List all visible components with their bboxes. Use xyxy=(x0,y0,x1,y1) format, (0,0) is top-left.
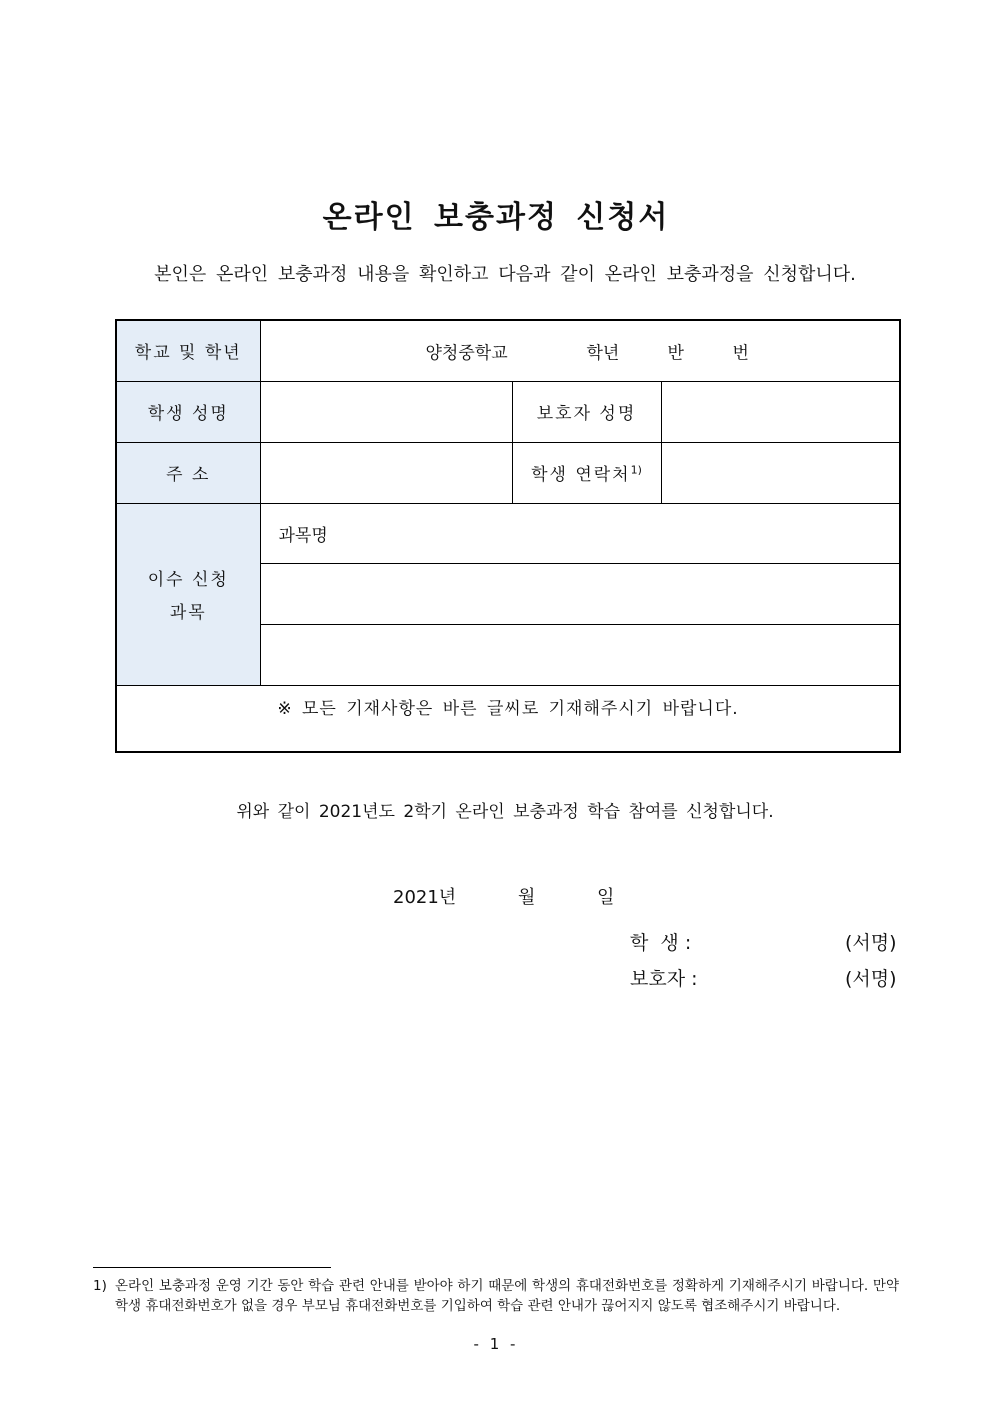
subjects-label-line2: 과목 xyxy=(169,603,207,623)
subject-row-1 xyxy=(116,503,900,563)
class-label: 반 xyxy=(667,343,684,364)
number-label: 번 xyxy=(732,343,749,364)
student-signature-line xyxy=(0,928,992,956)
guardian-name-label: 보호자 성명 xyxy=(512,381,661,442)
note-row xyxy=(116,685,900,752)
grade-label: 학년 xyxy=(586,343,620,364)
guardian-signature-mark[interactable]: (서명) xyxy=(845,968,897,990)
student-contact-label: 학생 연락처 xyxy=(531,465,631,485)
subjects-label xyxy=(116,503,260,685)
intro-text: 본인은 온라인 보충과정 내용을 확인하고 다음과 같이 온라인 보충과정을 신청합니다. xyxy=(154,264,856,285)
address-row xyxy=(116,442,900,503)
student-contact-label-cell xyxy=(512,442,661,503)
student-name-label: 학생 성명 xyxy=(116,381,260,442)
application-form-table xyxy=(115,319,901,753)
date-month: 월 xyxy=(518,887,536,908)
guardian-name-field[interactable] xyxy=(661,381,900,442)
footnote-number: 1) xyxy=(93,1278,107,1294)
subject-header: 과목명 xyxy=(260,503,900,563)
school-grade-label: 학교 및 학년 xyxy=(116,320,260,381)
subject-field-1[interactable] xyxy=(260,563,900,624)
school-name: 양청중학교 xyxy=(425,343,508,364)
school-grade-field[interactable] xyxy=(260,320,900,381)
date-line xyxy=(0,883,992,909)
page-title: 온라인 보충과정 신청서 xyxy=(322,200,670,235)
page-number: - 1 - xyxy=(473,1335,519,1353)
subject-field-2[interactable] xyxy=(260,624,900,685)
school-row xyxy=(116,320,900,381)
date-year: 2021년 xyxy=(393,887,457,908)
date-day: 일 xyxy=(597,887,615,908)
footnote xyxy=(93,1276,899,1316)
footnote-text: 온라인 보충과정 운영 기간 동안 학습 관련 안내를 받아야 하기 때문에 학생의 휴대전화번호를 정확하게 기재해주시기 바랍니다. 만약 학생 휴대전화번호가 없을 경우 부모님 휴대전화번호를 기입하여 학습 관련 안내가 끊어지지 않도록 협조해주시기 바랍니다. xyxy=(115,1278,899,1314)
student-signature-mark[interactable]: (서명) xyxy=(845,932,897,954)
student-signature-label: 학 생 : xyxy=(630,932,692,954)
declaration-text: 위와 같이 2021년도 2학기 온라인 보충과정 학습 참여를 신청합니다. xyxy=(236,802,774,822)
form-note: ※ 모든 기재사항은 바른 글씨로 기재해주시기 바랍니다. xyxy=(116,685,900,752)
subjects-label-line1: 이수 신청 xyxy=(147,570,229,590)
guardian-signature-label: 보호자 : xyxy=(630,968,698,990)
address-label: 주 소 xyxy=(116,442,260,503)
footnote-ref: 1) xyxy=(630,463,642,477)
address-field[interactable] xyxy=(260,442,512,503)
student-contact-field[interactable] xyxy=(661,442,900,503)
footnote-divider xyxy=(93,1267,331,1268)
student-name-field[interactable] xyxy=(260,381,512,442)
name-row xyxy=(116,381,900,442)
guardian-signature-line xyxy=(0,964,992,992)
